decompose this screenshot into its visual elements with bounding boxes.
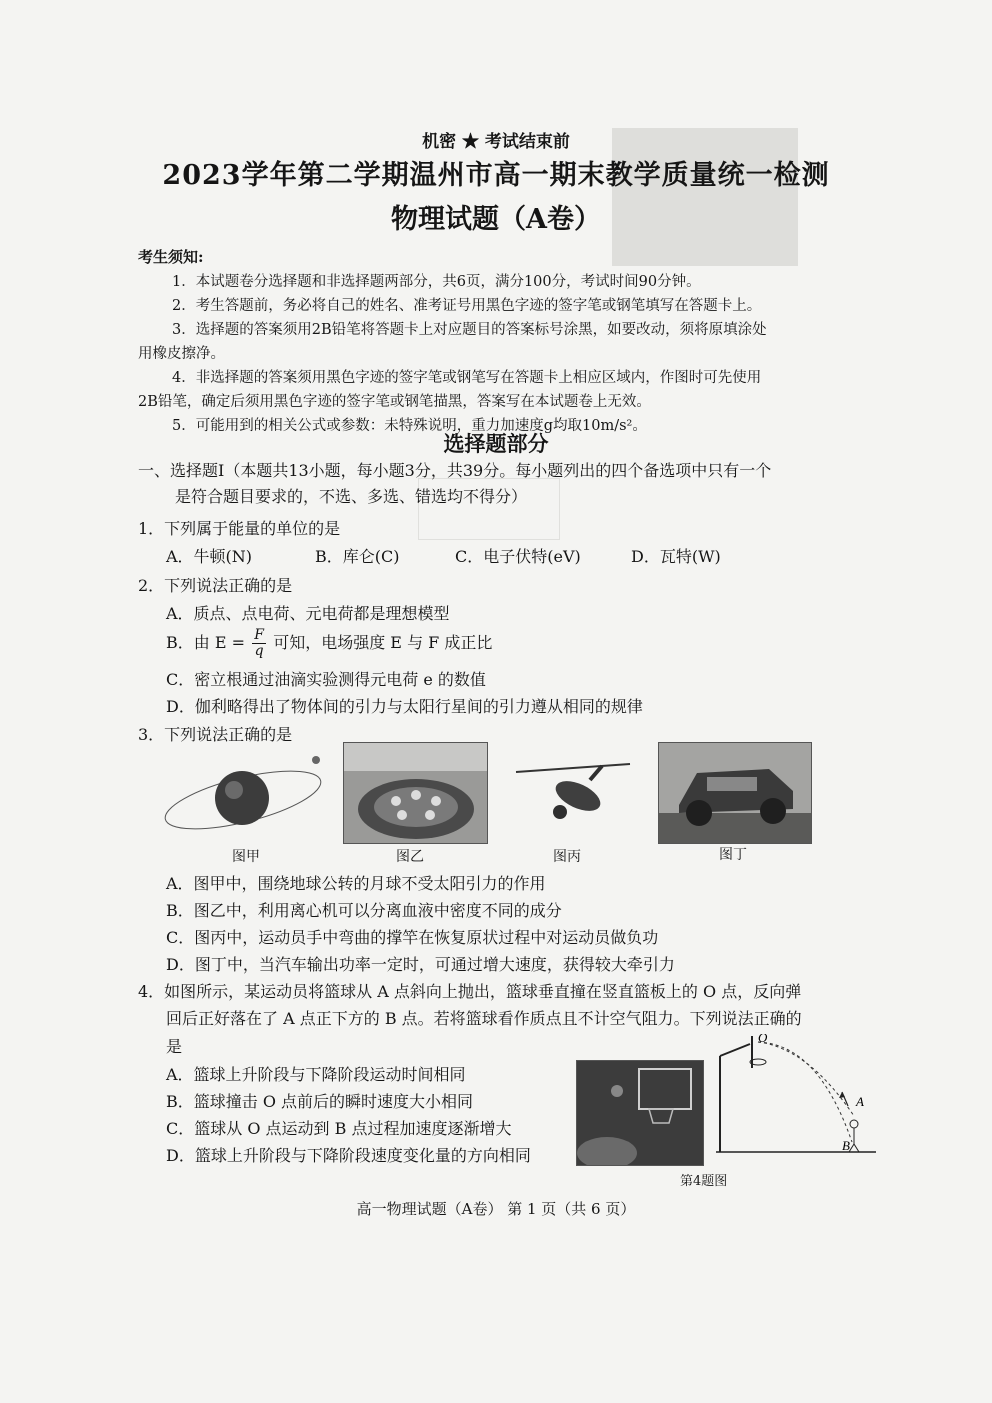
- question-4-stem: 4．如图所示，某运动员将篮球从 A 点斜向上抛出，篮球垂直撞在竖直篮板上的 O 点，反向弹: [138, 982, 802, 1001]
- notice-item: 2B铅笔，确定后须用黑色字迹的签字笔或钢笔描黑，答案写在本试题卷上无效。: [138, 394, 651, 410]
- tube-slot: [391, 796, 401, 806]
- notice-heading: 考生须知:: [138, 248, 204, 266]
- notice-item: 3．选择题的答案须用2B铅笔将答题卡上对应题目的答案标号涂黑，如要改动，须将原填涂处: [172, 322, 767, 338]
- label-a: A: [856, 1094, 864, 1109]
- figure-caption-d: 图丁: [719, 847, 747, 863]
- tube-slot: [397, 810, 407, 820]
- notice-item: 1．本试题卷分选择题和非选择题两部分，共6页，满分100分，考试时间90分钟。: [172, 274, 701, 290]
- thrower-head: [850, 1120, 858, 1128]
- tube-slot: [411, 790, 421, 800]
- notice-item: 2．考生答题前，务必将自己的姓名、准考证号用黑色字迹的签字笔或钢笔填写在答题卡上。: [172, 298, 762, 314]
- figure-caption-c: 图丙: [553, 849, 581, 865]
- fraction-numerator: F: [254, 627, 264, 643]
- terrain: [659, 813, 811, 843]
- question-4-option-c: C．篮球从 O 点运动到 B 点过程加速度逐渐增大: [166, 1119, 512, 1138]
- athlete-head: [553, 805, 567, 819]
- basketball-photo-drawing: [577, 1061, 703, 1165]
- car-wheel: [686, 800, 712, 826]
- question-4-stem: 回后正好落在了 A 点正下方的 B 点。若将篮球看作质点且不计空气阻力。下列说法正确的: [166, 1009, 802, 1028]
- exam-title: 2023学年第二学期温州市高一期末教学质量统一检测: [162, 160, 830, 191]
- vault-pole: [516, 764, 630, 772]
- tube-slot: [431, 796, 441, 806]
- notice-item: 4．非选择题的答案须用黑色字迹的签字笔或钢笔写在答题卡上相应区域内，作图时可先使用: [172, 370, 762, 386]
- question-1-option-b: B．库仑(C): [315, 547, 400, 566]
- part-instructions: 是符合题目要求的，不选、多选、错选均不得分）: [175, 487, 528, 506]
- tube-slot: [425, 810, 435, 820]
- trajectory-throw: [758, 1042, 854, 1116]
- notice-item: 5．可能用到的相关公式或参数：未特殊说明，重力加速度g均取10m/s²。: [172, 418, 647, 434]
- figure-pole-vault: [508, 750, 638, 842]
- exam-subtitle: 物理试题（A卷）: [391, 204, 601, 235]
- athlete-arm: [590, 766, 602, 780]
- hoop-arm: [720, 1044, 750, 1056]
- figure-offroad-car: [658, 742, 812, 844]
- offroad-car-drawing: [659, 743, 811, 843]
- figure-caption-a: 图甲: [232, 849, 260, 865]
- confidential-label: 机密 ★ 考试结束前: [422, 132, 570, 152]
- earth-highlight: [225, 781, 243, 799]
- figure-centrifuge: [343, 742, 488, 844]
- question-3-option-b: B．图乙中，利用离心机可以分离血液中密度不同的成分: [166, 901, 562, 920]
- option-b-suffix: 可知，电场强度 E 与 F 成正比: [273, 633, 493, 652]
- page-footer: 高一物理试题（A卷） 第 1 页（共 6 页）: [356, 1200, 636, 1218]
- question-1-option-a: A．牛顿(N): [166, 547, 253, 566]
- option-b-prefix: B．由 E =: [166, 633, 246, 652]
- figure-earth-orbit: [158, 748, 328, 838]
- centrifuge-drawing: [344, 743, 487, 843]
- question-4-option-a: A．篮球上升阶段与下降阶段运动时间相同: [166, 1065, 466, 1084]
- question-4-stem: 是: [166, 1037, 183, 1056]
- car-window: [707, 777, 757, 791]
- question-3-option-d: D．图丁中，当汽车输出功率一定时，可通过增大速度，获得较大牵引力: [166, 955, 675, 974]
- label-o: O: [758, 1034, 768, 1045]
- fraction-denominator: q: [254, 643, 264, 659]
- question-4-option-b: B．篮球撞击 O 点前后的瞬时速度大小相同: [166, 1092, 474, 1111]
- formula-fraction: [252, 628, 266, 659]
- question-2-stem: 2．下列说法正确的是: [138, 576, 293, 595]
- question-2-option-a: A．质点、点电荷、元电荷都是理想模型: [166, 604, 450, 623]
- figure-basketball-photo: [576, 1060, 704, 1166]
- question-3-option-c: C．图丙中，运动员手中弯曲的撑竿在恢复原状过程中对运动员做负功: [166, 928, 659, 947]
- thrower-leg: [854, 1144, 859, 1152]
- question-1-option-d: D．瓦特(W): [631, 547, 721, 566]
- question-3-option-a: A．图甲中，围绕地球公转的月球不受太阳引力的作用: [166, 874, 546, 893]
- question-2-option-b: [166, 628, 492, 659]
- question-3-stem: 3．下列说法正确的是: [138, 725, 293, 744]
- question-4-option-d: D．篮球上升阶段与下降阶段速度变化量的方向相同: [166, 1146, 531, 1165]
- question-2-option-d: D．伽利略得出了物体间的引力与太阳行星间的引力遵从相同的规律: [166, 697, 643, 716]
- earth-icon: [215, 771, 269, 825]
- centrifuge-lid: [344, 743, 487, 771]
- moon-icon: [312, 756, 320, 764]
- figure-caption-q4: 第4题图: [680, 1174, 728, 1189]
- ball: [611, 1085, 623, 1097]
- arrowhead-icon: [839, 1092, 845, 1098]
- section-title: 选择题部分: [443, 431, 549, 456]
- label-b: B: [842, 1138, 850, 1153]
- question-2-option-c: C．密立根通过油滴实验测得元电荷 e 的数值: [166, 670, 486, 689]
- question-1-option-c: C．电子伏特(eV): [455, 547, 581, 566]
- notice-item: 用橡皮擦净。: [138, 346, 225, 362]
- part-instructions: 一、选择题Ⅰ（本题共13小题，每小题3分，共39分。每小题列出的四个备选项中只有一个: [138, 461, 772, 480]
- question-1-stem: 1．下列属于能量的单位的是: [138, 519, 341, 538]
- car-wheel: [760, 798, 786, 824]
- figure-trajectory-diagram: [708, 1034, 880, 1166]
- trajectory-rebound: [758, 1042, 852, 1142]
- figure-caption-b: 图乙: [396, 849, 424, 865]
